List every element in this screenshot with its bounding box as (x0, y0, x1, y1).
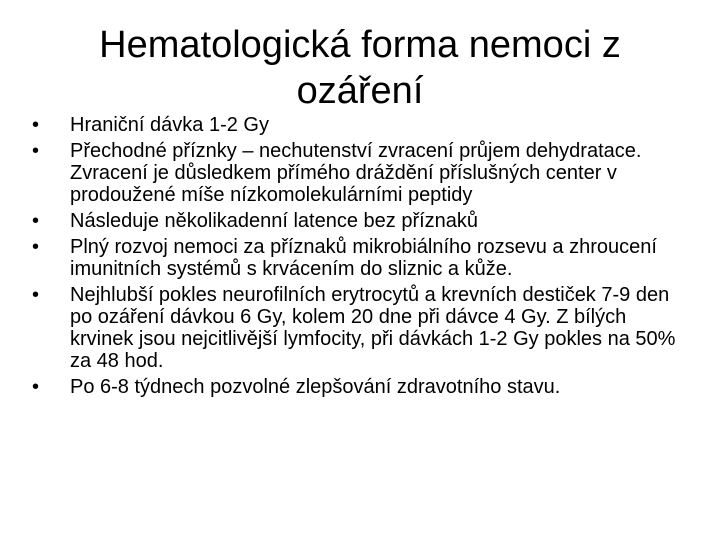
bullet-list (30, 114, 680, 402)
slide-title-line-2: ozáření (296, 70, 424, 112)
bullet-item (30, 140, 680, 206)
bullet-text: Přechodné příznky – nechutenství zvracení průjem dehydratace. Zvracení je důsledkem přímého dráždění příslušných center v prodoužené míše nízkomolekulárními peptidy (70, 140, 642, 206)
bullet-dot-icon: • (32, 210, 40, 232)
bullet-dot-icon: • (32, 376, 40, 398)
bullet-dot-icon: • (32, 284, 40, 306)
bullet-text: Následuje několikadenní latence bez příznaků (70, 210, 479, 232)
bullet-text: Plný rozvoj nemoci za příznaků mikrobiálního rozsevu a zhroucení imunitních systémů s krvácením do sliznic a kůže. (70, 236, 657, 280)
bullet-item (30, 114, 680, 136)
bullet-item (30, 236, 680, 280)
bullet-text: Po 6-8 týdnech pozvolné zlepšování zdravotního stavu. (70, 376, 561, 398)
bullet-dot-icon: • (32, 140, 40, 162)
bullet-item (30, 210, 680, 232)
bullet-dot-icon: • (32, 114, 40, 136)
slide-title-line-1: Hematologická forma nemoci z (99, 24, 621, 66)
bullet-item (30, 376, 680, 398)
bullet-item (30, 284, 680, 372)
bullet-text: Hraniční dávka 1-2 Gy (70, 114, 269, 136)
bullet-text: Nejhlubší pokles neurofilních erytrocytů a krevních destiček 7-9 den po ozáření dávkou 6 Gy, kolem 20 dne při dávce 4 Gy. Z bílých krvinek jsou nejcitlivější lymfocity, při dávkách 1-2 Gy pokles na 50% za 48 hod. (70, 284, 676, 372)
slide-title (70, 22, 650, 114)
bullet-dot-icon: • (32, 236, 40, 258)
